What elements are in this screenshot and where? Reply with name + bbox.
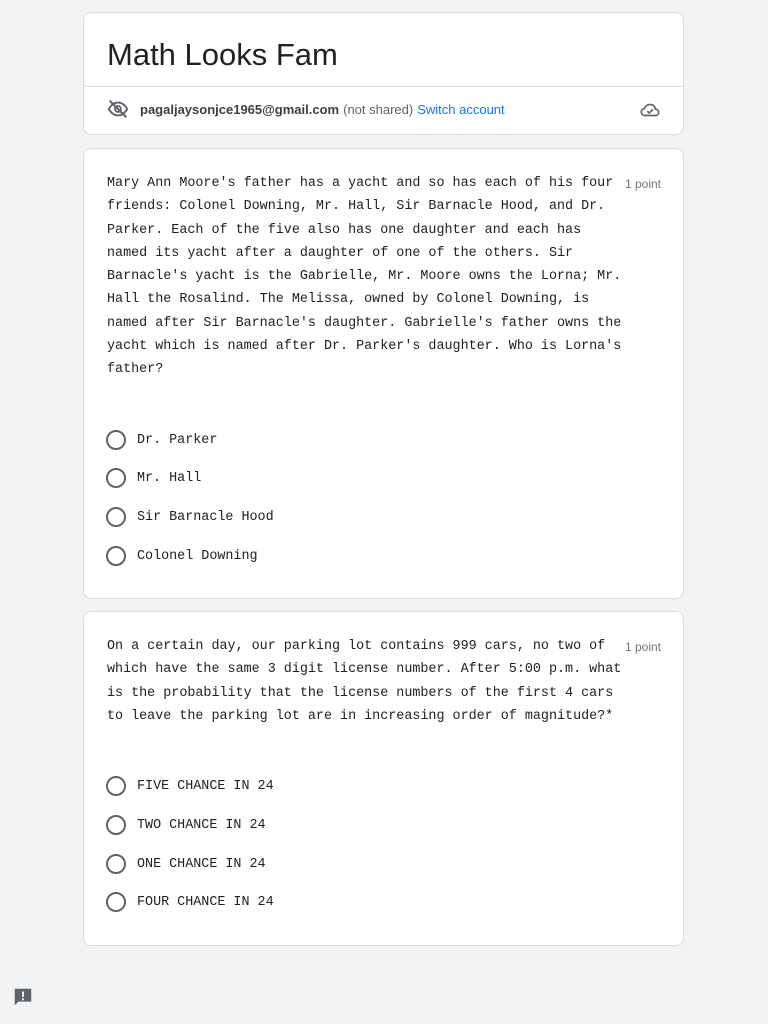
question-text: On a certain day, our parking lot contains 999 cars, no two of which have the same 3 digit license number. After 5:00 p.m. what is the probability that the license numbers of the first 4 cars to leave the parking lot are in increasing order of magnitude?* xyxy=(107,639,622,724)
option-label: FIVE CHANCE IN 24 xyxy=(137,778,274,794)
option-label: Dr. Parker xyxy=(137,432,218,448)
form-header-card xyxy=(83,12,684,135)
account-row xyxy=(107,97,661,121)
option-label: Colonel Downing xyxy=(137,548,258,564)
radio-button[interactable] xyxy=(106,430,126,450)
option-one-chance[interactable] xyxy=(106,852,266,876)
option-sir-barnacle-hood[interactable] xyxy=(106,505,274,529)
radio-button[interactable] xyxy=(106,815,126,835)
switch-account-link[interactable]: Switch account xyxy=(417,101,505,117)
radio-button[interactable] xyxy=(106,507,126,527)
cloud-check-icon xyxy=(639,99,661,121)
feedback-icon[interactable] xyxy=(12,986,34,1008)
question-points: 1 point xyxy=(624,177,661,191)
form-title: Math Looks Fam xyxy=(107,37,338,72)
option-four-chance[interactable] xyxy=(106,890,274,914)
option-label: Mr. Hall xyxy=(137,470,202,486)
option-five-chance[interactable] xyxy=(106,774,274,798)
radio-button[interactable] xyxy=(106,468,126,488)
radio-button[interactable] xyxy=(106,546,126,566)
option-label: FOUR CHANCE IN 24 xyxy=(137,894,274,910)
option-label: TWO CHANCE IN 24 xyxy=(137,817,266,833)
eye-off-icon xyxy=(107,98,129,120)
option-colonel-downing[interactable] xyxy=(106,544,258,568)
question-text: Mary Ann Moore's father has a yacht and so has each of his four friends: Colonel Downing, Mr. Hall, Sir Barnacle Hood, and Dr. Parker. Each of the five also has one daughter and each has named its yacht after a daughter of one of the others. Sir Barnacle's yacht is the Gabrielle, Mr. Moore owns the Lorna; Mr. Hall the Rosalind. The Melissa, owned by Colonel Downing, is named after Sir Barnacle's daughter. Gabrielle's father owns the yacht which is named after Dr. Parker's daughter. Who is Lorna's father? xyxy=(107,176,622,378)
header-divider xyxy=(84,86,683,87)
question-card-2 xyxy=(83,611,684,946)
sharing-status: (not shared) xyxy=(343,101,414,117)
option-label: Sir Barnacle Hood xyxy=(137,509,274,525)
question-points: 1 point xyxy=(624,640,661,654)
radio-button[interactable] xyxy=(106,854,126,874)
option-two-chance[interactable] xyxy=(106,813,266,837)
account-email: pagaljaysonjce1965@gmail.com xyxy=(140,101,340,117)
option-mr-hall[interactable] xyxy=(106,466,201,490)
option-dr-parker[interactable] xyxy=(106,428,217,452)
option-label: ONE CHANCE IN 24 xyxy=(137,856,266,872)
radio-button[interactable] xyxy=(106,892,126,912)
question-card-1 xyxy=(83,148,684,599)
radio-button[interactable] xyxy=(106,776,126,796)
